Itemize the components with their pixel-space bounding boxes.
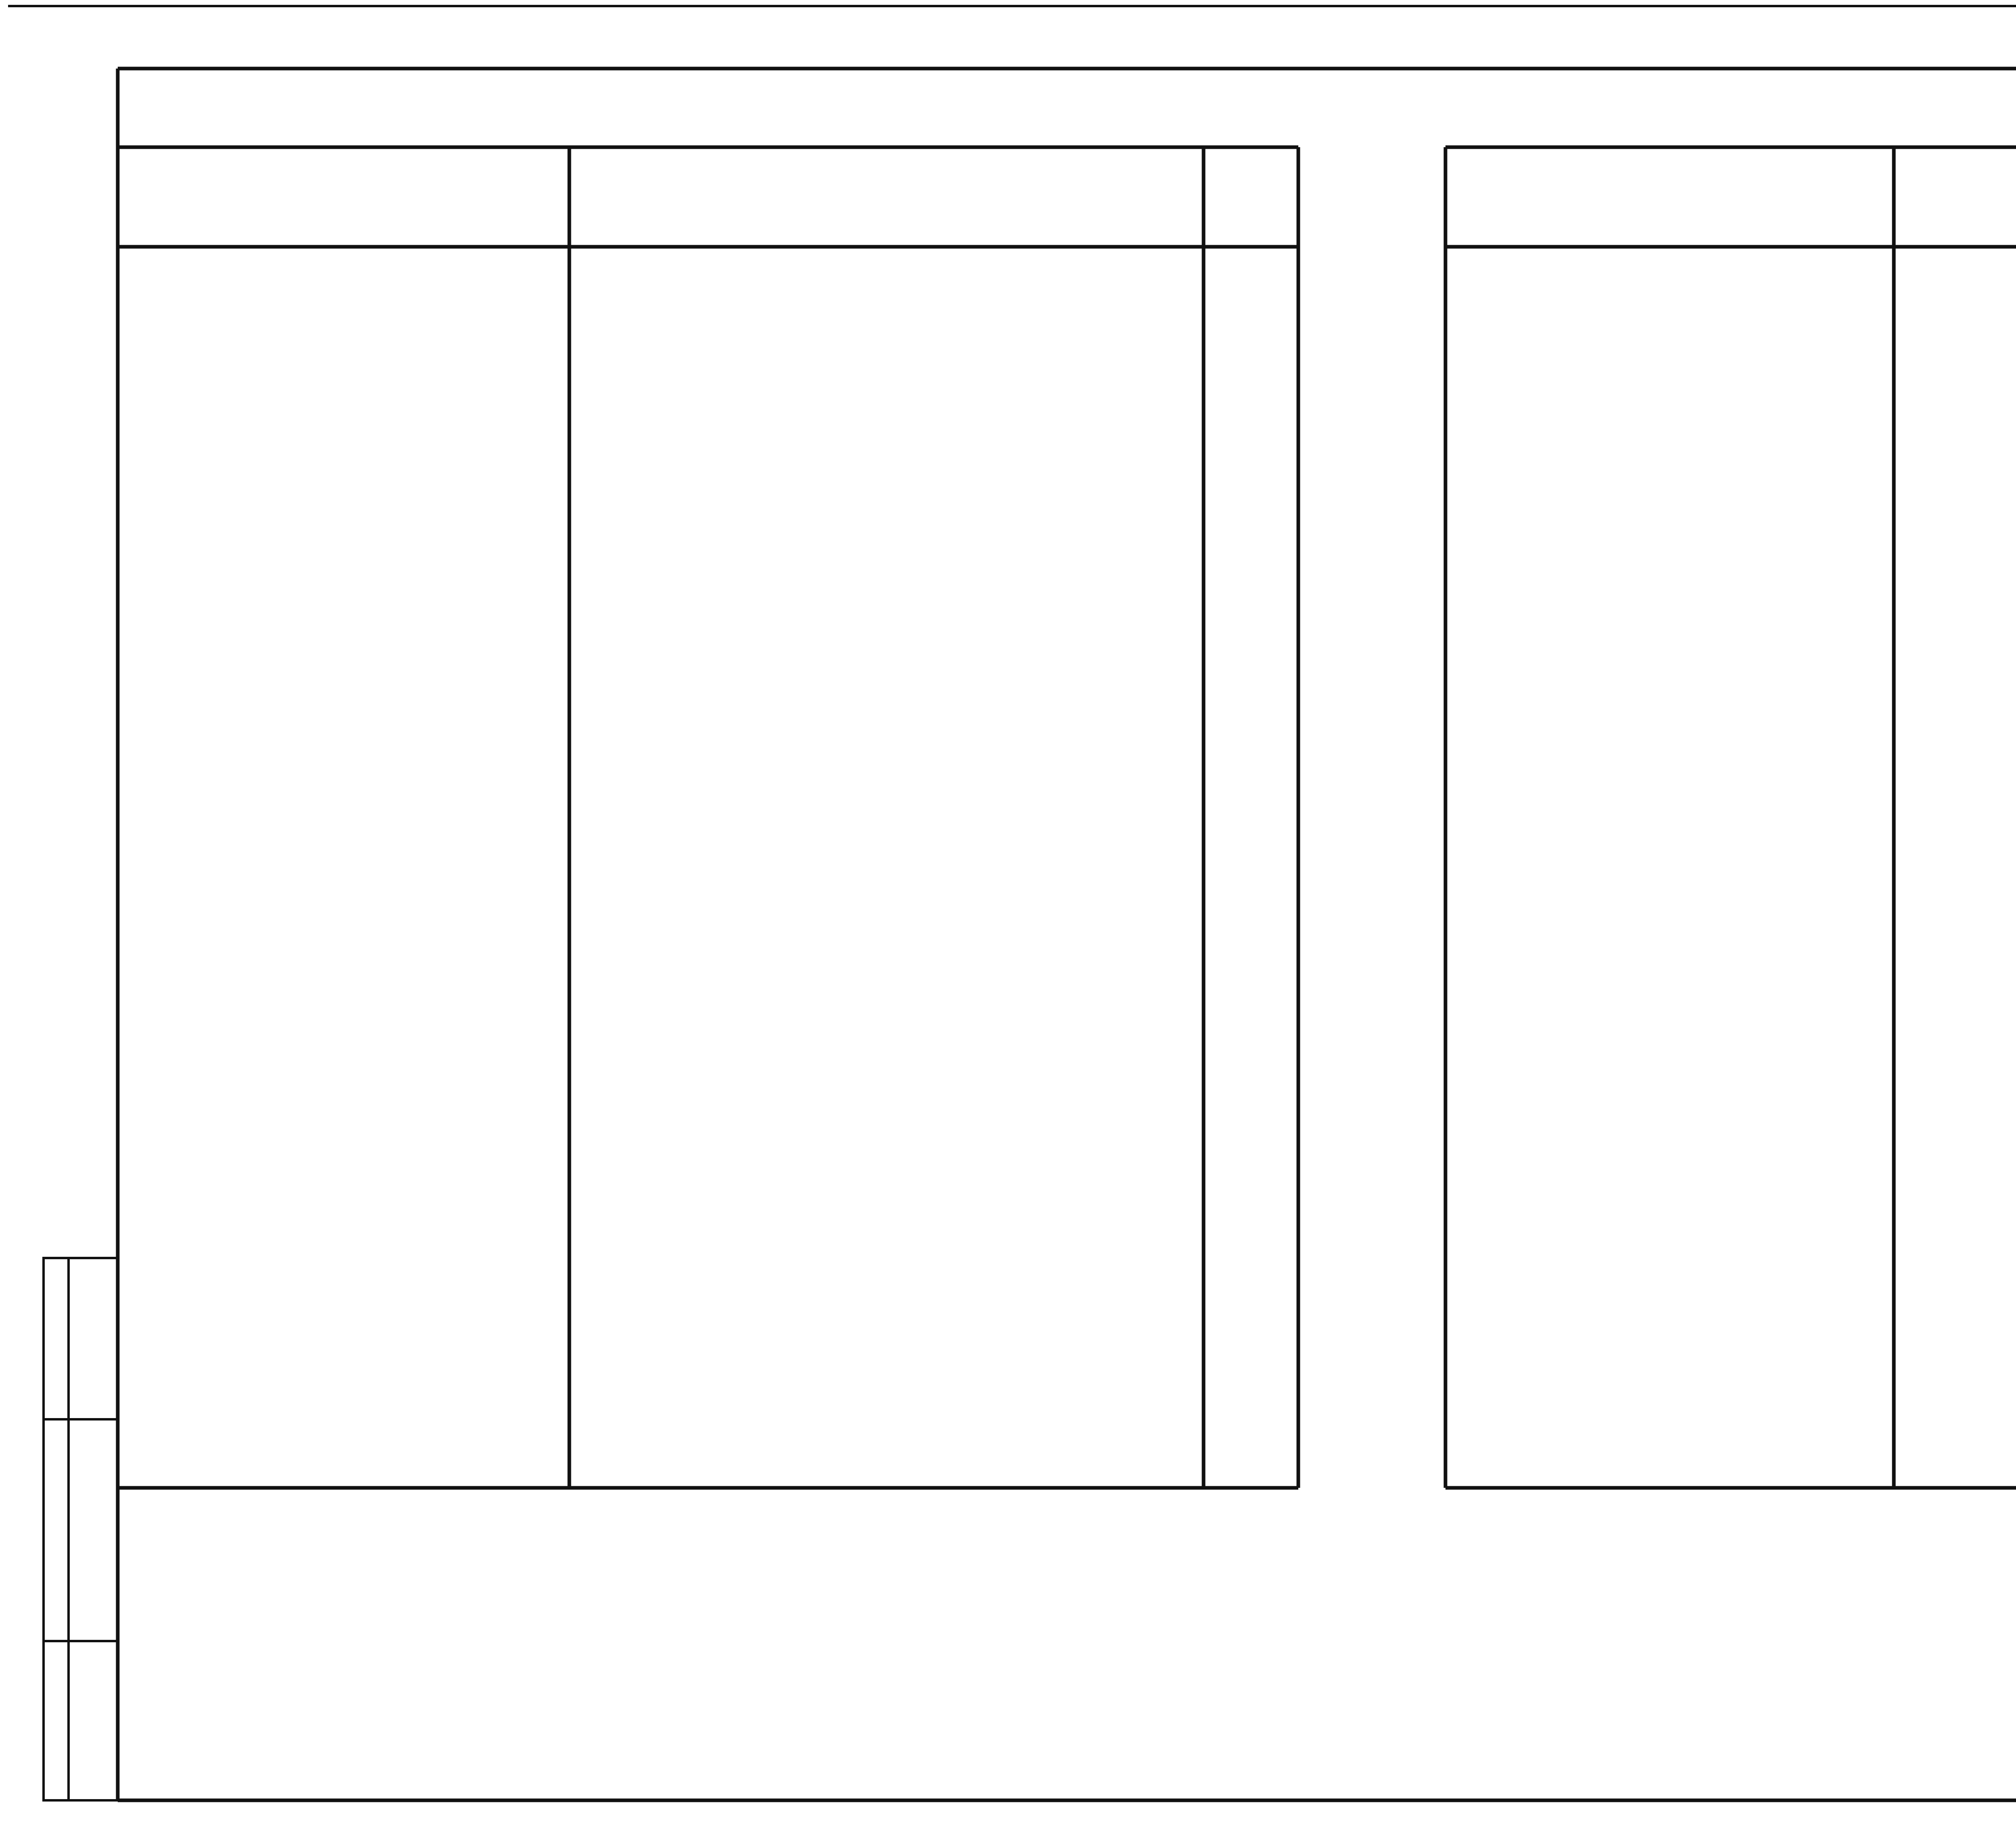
left-table-grid bbox=[118, 147, 1298, 1488]
right-table-grid bbox=[1445, 147, 2016, 1488]
contents-table-right bbox=[1445, 147, 2016, 1488]
sheet-frame bbox=[8, 6, 2016, 1800]
approval-stamp bbox=[44, 1258, 118, 1800]
contents-table-left bbox=[118, 147, 1298, 1488]
